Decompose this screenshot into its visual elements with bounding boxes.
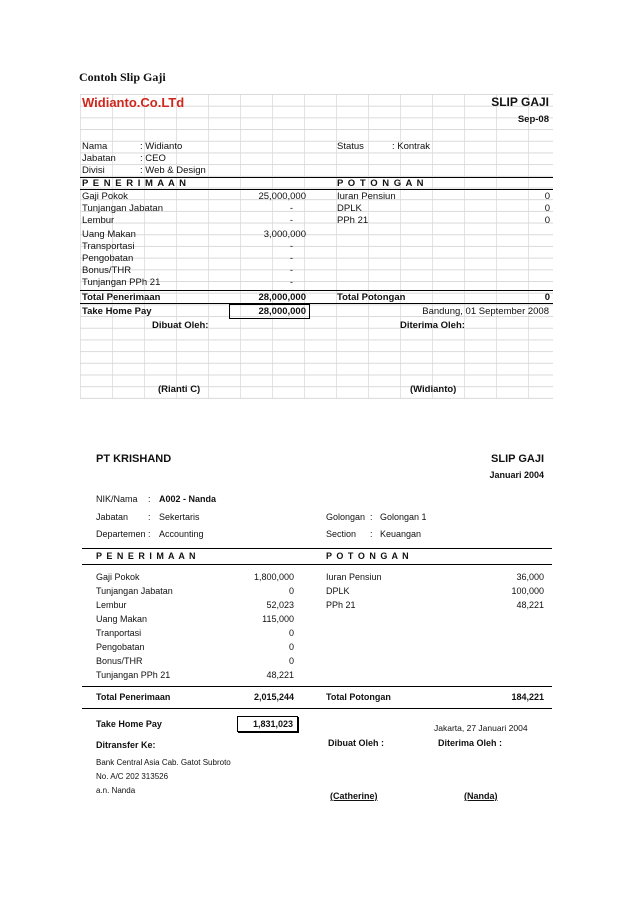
potongan-label: DPLK [337,203,362,214]
penerimaan-value: - [289,203,293,214]
ditransfer-label: Ditransfer Ke: [96,740,156,750]
penerimaan-value: - [289,265,293,276]
potongan-value: 48,221 [516,600,544,610]
payslip-krishand [82,446,552,816]
section-label: Section [326,529,357,539]
total-divider [80,290,553,291]
diterima-oleh-label: Diterima Oleh: [400,320,465,331]
status-value: : Kontrak [392,141,431,152]
jabatan-label: Jabatan [82,153,116,164]
penerimaan-value: 0 [288,628,294,638]
penerimaan-label: Tunjangan Jabatan [96,586,173,596]
dibuat-oleh-name: (Catherine) [330,791,378,801]
total-penerimaan-label: Total Penerimaan [96,692,171,702]
penerimaan-label: Gaji Pokok [82,191,128,202]
total-penerimaan-value: 2,015,244 [253,692,294,702]
dibuat-oleh-name: (Rianti C) [158,384,201,395]
status-label: Status [337,141,364,152]
divisi-value: : Web & Design [140,165,206,176]
take-home-pay-value: 1,831,023 [252,719,293,729]
penerimaan-label: Lembur [96,600,127,610]
penerimaan-value: - [289,253,293,264]
jabatan-colon: : [148,512,151,522]
penerimaan-label: Pengobatan [82,253,134,264]
dibuat-oleh-label: Dibuat Oleh : [328,738,384,748]
penerimaan-value: 48,221 [266,670,294,680]
potongan-label: PPh 21 [337,215,369,226]
departemen-label: Departemen [96,529,146,539]
slip-title: SLIP GAJI [491,453,544,465]
section-divider [82,548,552,549]
golongan-label: Golongan [326,512,366,522]
penerimaan-label: Lembur [82,215,115,226]
section-divider [82,564,552,565]
potongan-header: P O T O N G A N [337,178,425,189]
section-colon: : [370,529,373,539]
section-value: Keuangan [380,529,422,539]
golongan-colon: : [370,512,373,522]
potongan-label: Iuran Pensiun [337,191,396,202]
nik-colon: : [148,494,151,504]
slip-period: Sep-08 [517,114,549,125]
jabatan-value: : CEO [140,153,166,164]
nik-value: A002 - Nanda [159,494,217,504]
penerimaan-label: Bonus/THR [82,265,132,276]
total-divider [80,303,553,304]
take-home-pay-label: Take Home Pay [96,719,162,729]
company-name: PT KRISHAND [96,453,172,465]
penerimaan-label: Uang Makan [96,614,148,624]
nik-label: NIK/Nama [96,494,138,504]
nama-value: : Widianto [140,141,183,152]
penerimaan-label: Tunjangan PPh 21 [82,277,161,288]
penerimaan-value: 52,023 [266,600,294,610]
penerimaan-label: Tunjangan Jabatan [82,203,163,214]
page-title: Contoh Slip Gaji [79,70,166,84]
potongan-value: 0 [544,203,550,214]
penerimaan-value: 0 [288,586,294,596]
penerimaan-label: Bonus/THR [96,656,143,666]
take-home-pay-value: 28,000,000 [258,306,306,317]
penerimaan-value: 0 [288,642,294,652]
divisi-label: Divisi [82,165,105,176]
dibuat-oleh-label: Dibuat Oleh: [152,320,209,331]
company-name: Widianto.Co.LTd [82,95,185,110]
penerimaan-label: Tunjangan PPh 21 [96,670,171,680]
penerimaan-value: 1,800,000 [253,572,294,582]
penerimaan-value: 0 [288,656,294,666]
potongan-header: P O T O N G A N [326,551,410,561]
penerimaan-value: - [289,241,293,252]
jabatan-value: Sekertaris [159,512,200,522]
penerimaan-value: 25,000,000 [258,191,306,202]
total-potongan-label: Total Potongan [337,292,406,303]
penerimaan-value: - [289,277,293,288]
payslip-widianto [80,94,553,399]
jabatan-label: Jabatan [96,512,129,522]
slip-title: SLIP GAJI [491,95,549,109]
take-home-pay-label: Take Home Pay [82,306,152,317]
penerimaan-label: Transportasi [82,241,135,252]
bank-name: Bank Central Asia Cab. Gatot Subroto [96,758,231,767]
potongan-label: Iuran Pensiun [326,572,382,582]
place-date: Bandung, 01 September 2008 [422,306,549,317]
diterima-oleh-name: (Widianto) [410,384,457,395]
potongan-value: 0 [544,191,550,202]
potongan-label: PPh 21 [326,600,356,610]
penerimaan-label: Uang Makan [82,229,136,240]
penerimaan-label: Gaji Pokok [96,572,140,582]
penerimaan-label: Tranportasi [96,628,142,638]
penerimaan-header: P E N E R I M A A N [82,178,188,189]
departemen-colon: : [148,529,151,539]
total-divider [82,708,552,709]
total-divider [82,686,552,687]
slip-period: Januari 2004 [489,470,544,480]
diterima-oleh-label: Diterima Oleh : [438,738,503,748]
penerimaan-header: P E N E R I M A A N [96,551,197,561]
nama-label: Nama [82,141,108,152]
penerimaan-label: Pengobatan [96,642,145,652]
total-potongan-value: 184,221 [511,692,544,702]
penerimaan-value: 3,000,000 [263,229,306,240]
departemen-value: Accounting [159,529,204,539]
potongan-value: 0 [544,215,550,226]
potongan-value: 100,000 [511,586,544,596]
potongan-value: 36,000 [516,572,544,582]
total-penerimaan-value: 28,000,000 [258,292,306,303]
diterima-oleh-name: (Nanda) [464,791,498,801]
section-divider [80,189,553,190]
account-holder: a.n. Nanda [96,786,136,795]
total-potongan-value: 0 [544,292,550,303]
potongan-label: DPLK [326,586,350,596]
bank-account: No. A/C 202 313526 [96,772,169,781]
total-penerimaan-label: Total Penerimaan [82,292,161,303]
penerimaan-value: 115,000 [262,614,294,624]
golongan-value: Golongan 1 [380,512,427,522]
place-date: Jakarta, 27 Januari 2004 [434,723,528,733]
penerimaan-value: - [289,215,293,226]
total-potongan-label: Total Potongan [326,692,391,702]
